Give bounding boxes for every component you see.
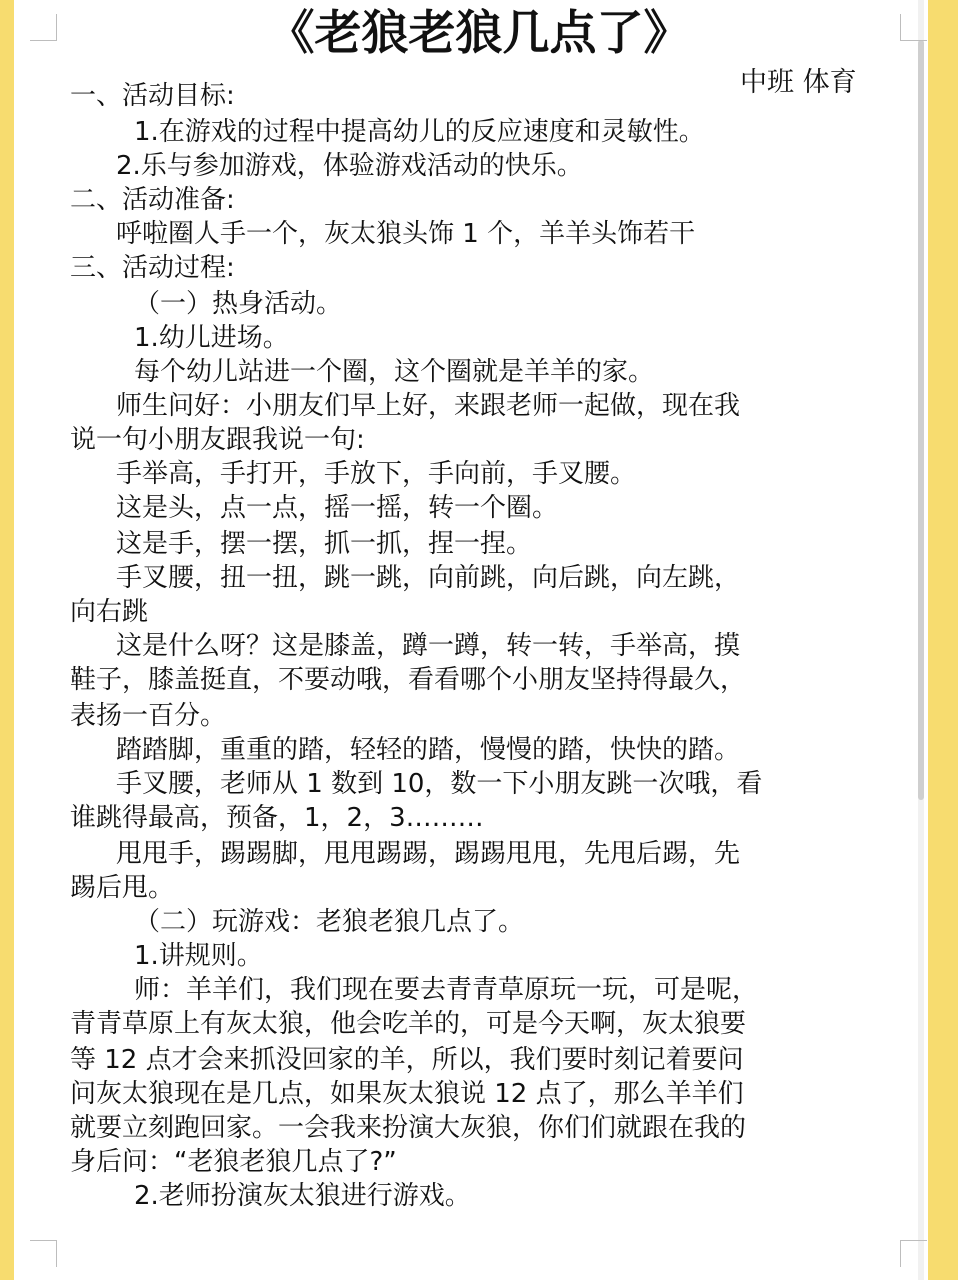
crop-mark-bottom-left: [30, 1240, 57, 1267]
body-line: 问灰太狼现在是几点，如果灰太狼说 12 点了，那么羊羊们: [70, 1079, 744, 1109]
scrollbar-thumb[interactable]: [918, 40, 924, 800]
body-line: 身后问：“老狼老狼几点了?”: [70, 1147, 397, 1177]
body-line: 手举高，手打开，手放下，手向前，手叉腰。: [116, 459, 637, 489]
body-line: 手叉腰，扭一扭，跳一跳，向前跳，向后跳，向左跳，: [116, 563, 741, 593]
body-line: 手叉腰，老师从 1 数到 10，数一下小朋友跳一次哦，看: [116, 769, 763, 799]
body-line: 说一句小朋友跟我说一句:: [70, 425, 365, 455]
section-heading: 三、活动过程:: [70, 253, 235, 283]
subsection-heading: （一）热身活动。: [134, 289, 343, 319]
body-line: 师生问好：小朋友们早上好，来跟老师一起做，现在我: [116, 391, 741, 421]
body-line: 这是手，摆一摆，抓一抓，捏一捏。: [116, 529, 533, 559]
body-line: 向右跳: [70, 597, 149, 627]
body-line: 1.幼儿进场。: [134, 323, 289, 353]
body-line: 甩甩手，踢踢脚，甩甩踢踢，踢踢甩甩，先甩后踢，先: [116, 839, 741, 869]
body-line: 青青草原上有灰太狼，他会吃羊的，可是今天啊，灰太狼要: [70, 1009, 747, 1039]
body-line: 1.在游戏的过程中提高幼儿的反应速度和灵敏性。: [134, 117, 705, 147]
vertical-scrollbar[interactable]: [918, 0, 924, 1280]
body-line: 这是什么呀？这是膝盖，蹲一蹲，转一转，手举高，摸: [116, 631, 741, 661]
body-line: 就要立刻跑回家。一会我来扮演大灰狼，你们们就跟在我的: [70, 1113, 747, 1143]
body-line: 呼啦圈人手一个，灰太狼头饰 1 个，羊羊头饰若干: [116, 219, 696, 249]
body-line: 师：羊羊们，我们现在要去青青草原玩一玩，可是呢，: [134, 975, 759, 1005]
body-line: 鞋子，膝盖挺直，不要动哦，看看哪个小朋友坚持得最久，: [70, 665, 747, 695]
body-line: 1.讲规则。: [134, 941, 263, 971]
body-line: 踢后甩。: [70, 873, 175, 903]
body-line: 等 12 点才会来抓没回家的羊，所以，我们要时刻记着要问: [70, 1045, 744, 1075]
body-line: 2.乐与参加游戏，体验游戏活动的快乐。: [116, 151, 583, 181]
body-line: 2.老师扮演灰太狼进行游戏。: [134, 1181, 471, 1211]
body-line: 谁跳得最高，预备，1，2，3………: [70, 803, 484, 833]
body-line: 表扬一百分。: [70, 701, 227, 731]
crop-mark-bottom-right: [900, 1240, 927, 1267]
subsection-heading: （二）玩游戏：老狼老狼几点了。: [134, 907, 525, 937]
document-title: 《老狼老狼几点了》: [267, 6, 691, 61]
section-heading: 一、活动目标:: [70, 81, 235, 111]
body-line: 每个幼儿站进一个圈，这个圈就是羊羊的家。: [134, 357, 655, 387]
document-subtitle: 中班 体育: [740, 67, 857, 98]
section-heading: 二、活动准备:: [70, 185, 235, 215]
body-line: 踏踏脚，重重的踏，轻轻的踏，慢慢的踏，快快的踏。: [116, 735, 741, 765]
body-line: 这是头，点一点，摇一摇，转一个圈。: [116, 493, 559, 523]
